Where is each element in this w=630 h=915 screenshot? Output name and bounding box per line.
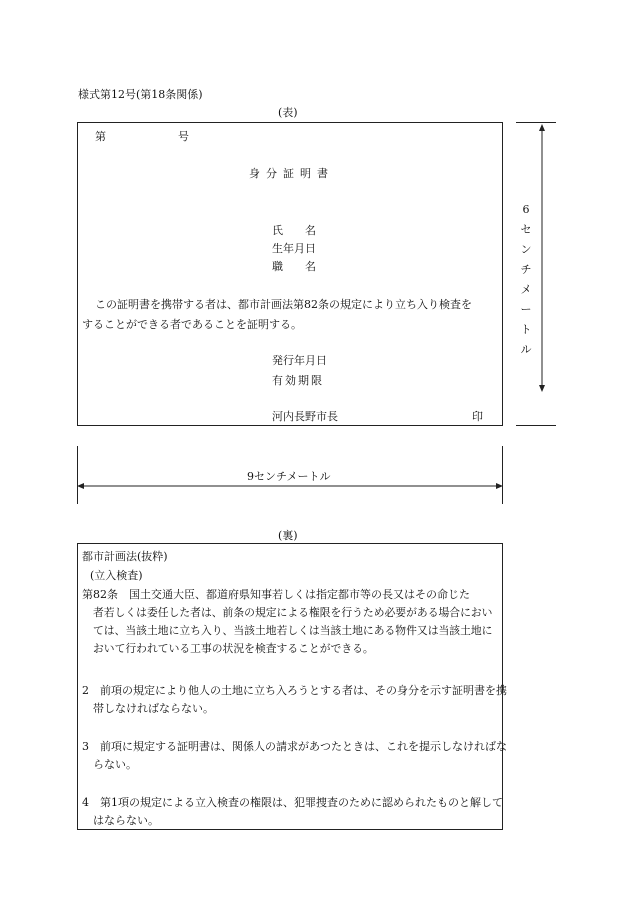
height-dim-label [519,200,533,360]
height-label-char: ト [520,323,532,336]
law-title: 都市計画法(抜粋) [82,550,168,563]
section-title: (立入検査) [90,569,143,582]
form-number: 様式第12号(第18条関係) [78,88,203,101]
width-dim-label: 9センチメートル [247,470,331,483]
field-birthdate: 生年月日 [272,242,316,255]
validity-label: 有効期限 [272,374,324,387]
number-suffix: 号 [178,130,189,143]
card-title: 身分証明書 [249,167,334,180]
paragraph-4: 4 第1項の規定による立入検査の権限は、犯罪捜査のために認められたものと解してはならない。 [82,796,503,827]
height-label-char: ル [520,343,532,356]
statement-line-1: この証明書を携帯する者は、都市計画法第82条の規定により立ち入り検査を [95,298,472,311]
back-caption: (裏) [278,529,298,542]
issuer-name: 河内長野市長 [272,410,338,423]
paragraph-2: 2 前項の規定により他人の土地に立ち入ろうとする者は、その身分を示す証明書を携帯しなければならない。 [82,684,507,715]
front-caption: (表) [278,106,298,119]
article-82-line-1: 第82条 国土交通大臣、都道府県知事若しくは指定都市等の長又はその命じた [82,588,470,601]
width-dim-left-tick [77,446,78,504]
number-prefix: 第 [95,130,106,143]
statement-line-2: することができる者であることを証明する。 [82,318,302,331]
seal-mark: 印 [472,410,483,423]
width-dim-right-tick [502,446,503,504]
height-label-char: セ [520,223,532,236]
field-name: 氏 名 [272,224,316,237]
height-label-char: 6 [522,203,530,216]
issue-date-label: 発行年月日 [272,354,327,367]
height-label-char: メ [520,283,532,296]
height-label-char: ン [520,243,532,256]
paragraph-3: 3 前項に規定する証明書は、関係人の請求があつたときは、これを提示しなければならない。 [82,740,507,771]
field-title: 職 名 [272,260,316,273]
article-82-body: 者若しくは委任した者は、前条の規定による権限を行うため必要がある場合においては、当該土地に立ち入り、当該土地若しくは当該土地にある物件又は当該土地において行われている工事の状況を検査することができる。 [93,606,493,655]
height-label-char: チ [520,263,532,276]
height-label-char: ー [520,303,532,316]
